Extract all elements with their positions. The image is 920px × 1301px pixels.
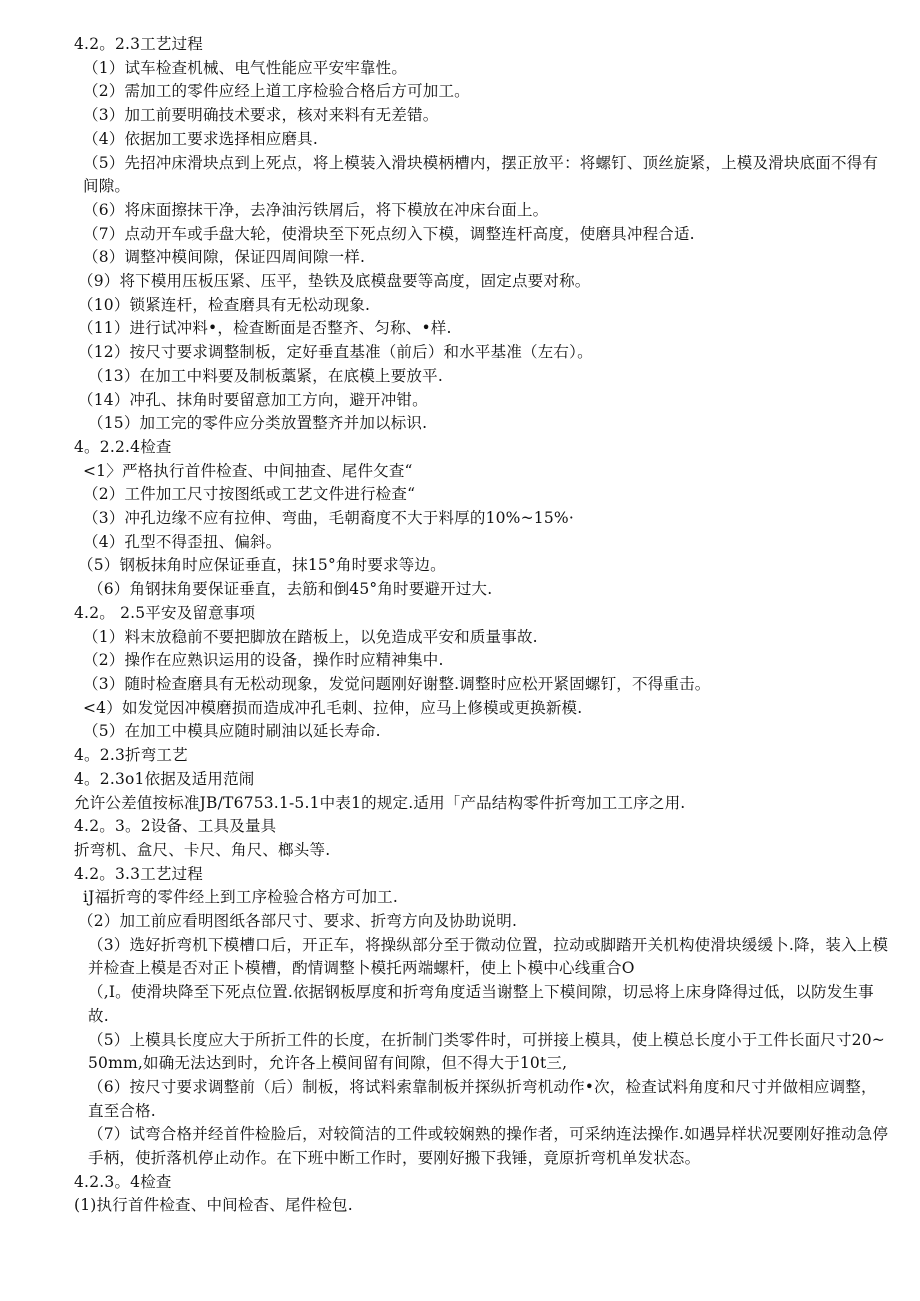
text-line: （13）在加工中料要及制板藁紧，在底模上要放平. [88, 366, 443, 385]
text-line: （3）随时检查磨具有无松动现象，发觉问题刚好谢整.调整时应松开紧固螺钉，不得重击。 [83, 674, 711, 693]
text-line: （10）锁紧连杆，检查磨具有无松动现象. [78, 295, 371, 314]
text-line: 折弯机、盒尺、卡尺、角尺、榔头等. [74, 840, 331, 859]
text-line: （2）加工前应看明图纸各部尺寸、要求、折弯方向及协助说明. [78, 912, 518, 931]
text-line: （3）选好折弯机下模槽口后，开正车，将操纵部分至于微动位置，拉动或脚踏开关机构使滑块缓缓卜.降，装入上模并检查上模是否对正卜模槽，酌情调整卜模托两端螺杆，使上卜模中心线重合O [88, 935, 889, 978]
text-line: （3）冲孔边缘不应有拉伸、弯曲，毛朝裔度不大于料厚的10%~15%· [83, 509, 574, 528]
text-line: （11）进行试冲料•，检查断面是否整齐、匀称、•样. [78, 319, 452, 338]
text-line: （2）操作在应熟识运用的设备，操作时应精神集中. [83, 651, 444, 670]
text-line: 4。2.3o1依据及适用范闹 [74, 769, 255, 788]
text-line: （12）按尺寸要求调整制板，定好垂直基准（前后）和水平基准（左右）。 [78, 343, 593, 362]
text-line: （7）点动开车或手盘大轮，使滑块至下死点纫入下模，调整连杆高度，使磨具冲程合适. [83, 224, 695, 243]
text-line: （8）调整冲模间隙，保证四周间隙一样. [83, 248, 366, 267]
text-line: （14）冲孔、抹角时要留意加工方向，避开冲钳。 [78, 390, 428, 409]
text-line: （6）按尺寸要求调整前（后）制板，将试料索靠制板并探纵折弯机动作•次，检查试料角度和尺寸并做相应调整，直至合格. [88, 1077, 877, 1120]
text-line: （1）试车检查机械、电气性能应平安牢靠性。 [83, 58, 408, 77]
text-line: 4.2。3。2设备、工具及量具 [74, 817, 277, 836]
text-line: <1〉严格执行首件检查、中间抽查、尾件攵查“ [83, 461, 413, 480]
text-line: 4.2。3.3工艺过程 [74, 864, 204, 883]
text-line: （7）试弯合格并经首件检脸后，对较简洁的工件或较娴熟的操作者，可采纳连法操作.如遇异样状况要刚好推动急停手柄，使折落机停止动作。在下班中断工作时，要刚好搬下我锤，竟原折弯机单发状态。 [88, 1125, 889, 1168]
text-line: （15）加工完的零件应分类放置整齐并加以标识. [88, 414, 428, 433]
text-line: （6）角钢抹角要保证垂直，去筋和倒45°角时要避开过大. [88, 580, 493, 599]
text-line: iJ福折弯的零件经上到工序检验合格方可加工. [83, 888, 398, 907]
text-line: （,I。使滑块降至下死点位置.依据钢板厚度和折弯角度适当谢整上下模间隙，切忌将上床身降得过低，以防发生事故. [88, 983, 874, 1025]
text-line: （1）料末放稳前不要把脚放在踏板上，以免造成平安和质量事故. [83, 627, 538, 646]
text-line: （9）将下模用压板压紧、压平，垫铁及底模盘要等高度，固定点要对称。 [78, 272, 591, 291]
text-line: 4。2.2.4检查 [74, 437, 172, 456]
text-line: （2）需加工的零件应经上道工序检验合格后方可加工。 [83, 82, 470, 101]
text-line: （5）钢板抹角时应保证垂直，抹15°角时要求等边。 [78, 556, 446, 575]
text-line: 4.2。2.3工艺过程 [74, 35, 204, 53]
text-line: （2）工件加工尺寸按图纸或工艺文件进行检查“ [83, 485, 416, 504]
document-body [74, 33, 890, 1218]
text-line: 4.2.3。4检查 [74, 1172, 172, 1191]
text-line: （5）在加工中模具应随时刷油以延长寿命. [83, 722, 381, 741]
text-line: (1)执行首件检查、中间检杳、尾件检包. [74, 1196, 353, 1215]
text-line: （4）孔型不得歪扭、偏斜。 [83, 532, 282, 551]
text-line: （5）上模具长度应大于所折工件的长度，在折制门类零件时，可拼接上模具，使上模总长度小于工件长面尺寸20~50mm,如确无法达到时，允许各上模间留有间隙，但不得大于10t三, [88, 1030, 885, 1073]
text-line: 4.2。 2.5平安及留意事项 [74, 603, 256, 622]
text-line: 允许公差值按标准JB/T6753.1-5.1中表1的规定.适用「产品结构零件折弯加工工序之用. [74, 793, 686, 812]
text-line: （4）依据加工要求选择相应磨具. [83, 129, 318, 148]
text-line: （6）将床面擦抹干净，去净油污铁屑后，将下模放在冲床台面上。 [83, 200, 549, 219]
text-line: <4）如发觉因冲模磨损而造成冲孔毛刺、拉伸，应马上修模或更换新模. [83, 698, 583, 717]
text-line: 4。2.3折弯工艺 [74, 746, 188, 765]
text-line: （5）先招冲床滑块点到上死点，将上模装入滑块模柄槽内，摆正放平：将螺钉、顶丝旋紧，上模及滑块底面不得有间隙。 [83, 153, 879, 196]
text-line: （3）加工前要明确技术要求，核对来料有无差错。 [83, 106, 439, 125]
